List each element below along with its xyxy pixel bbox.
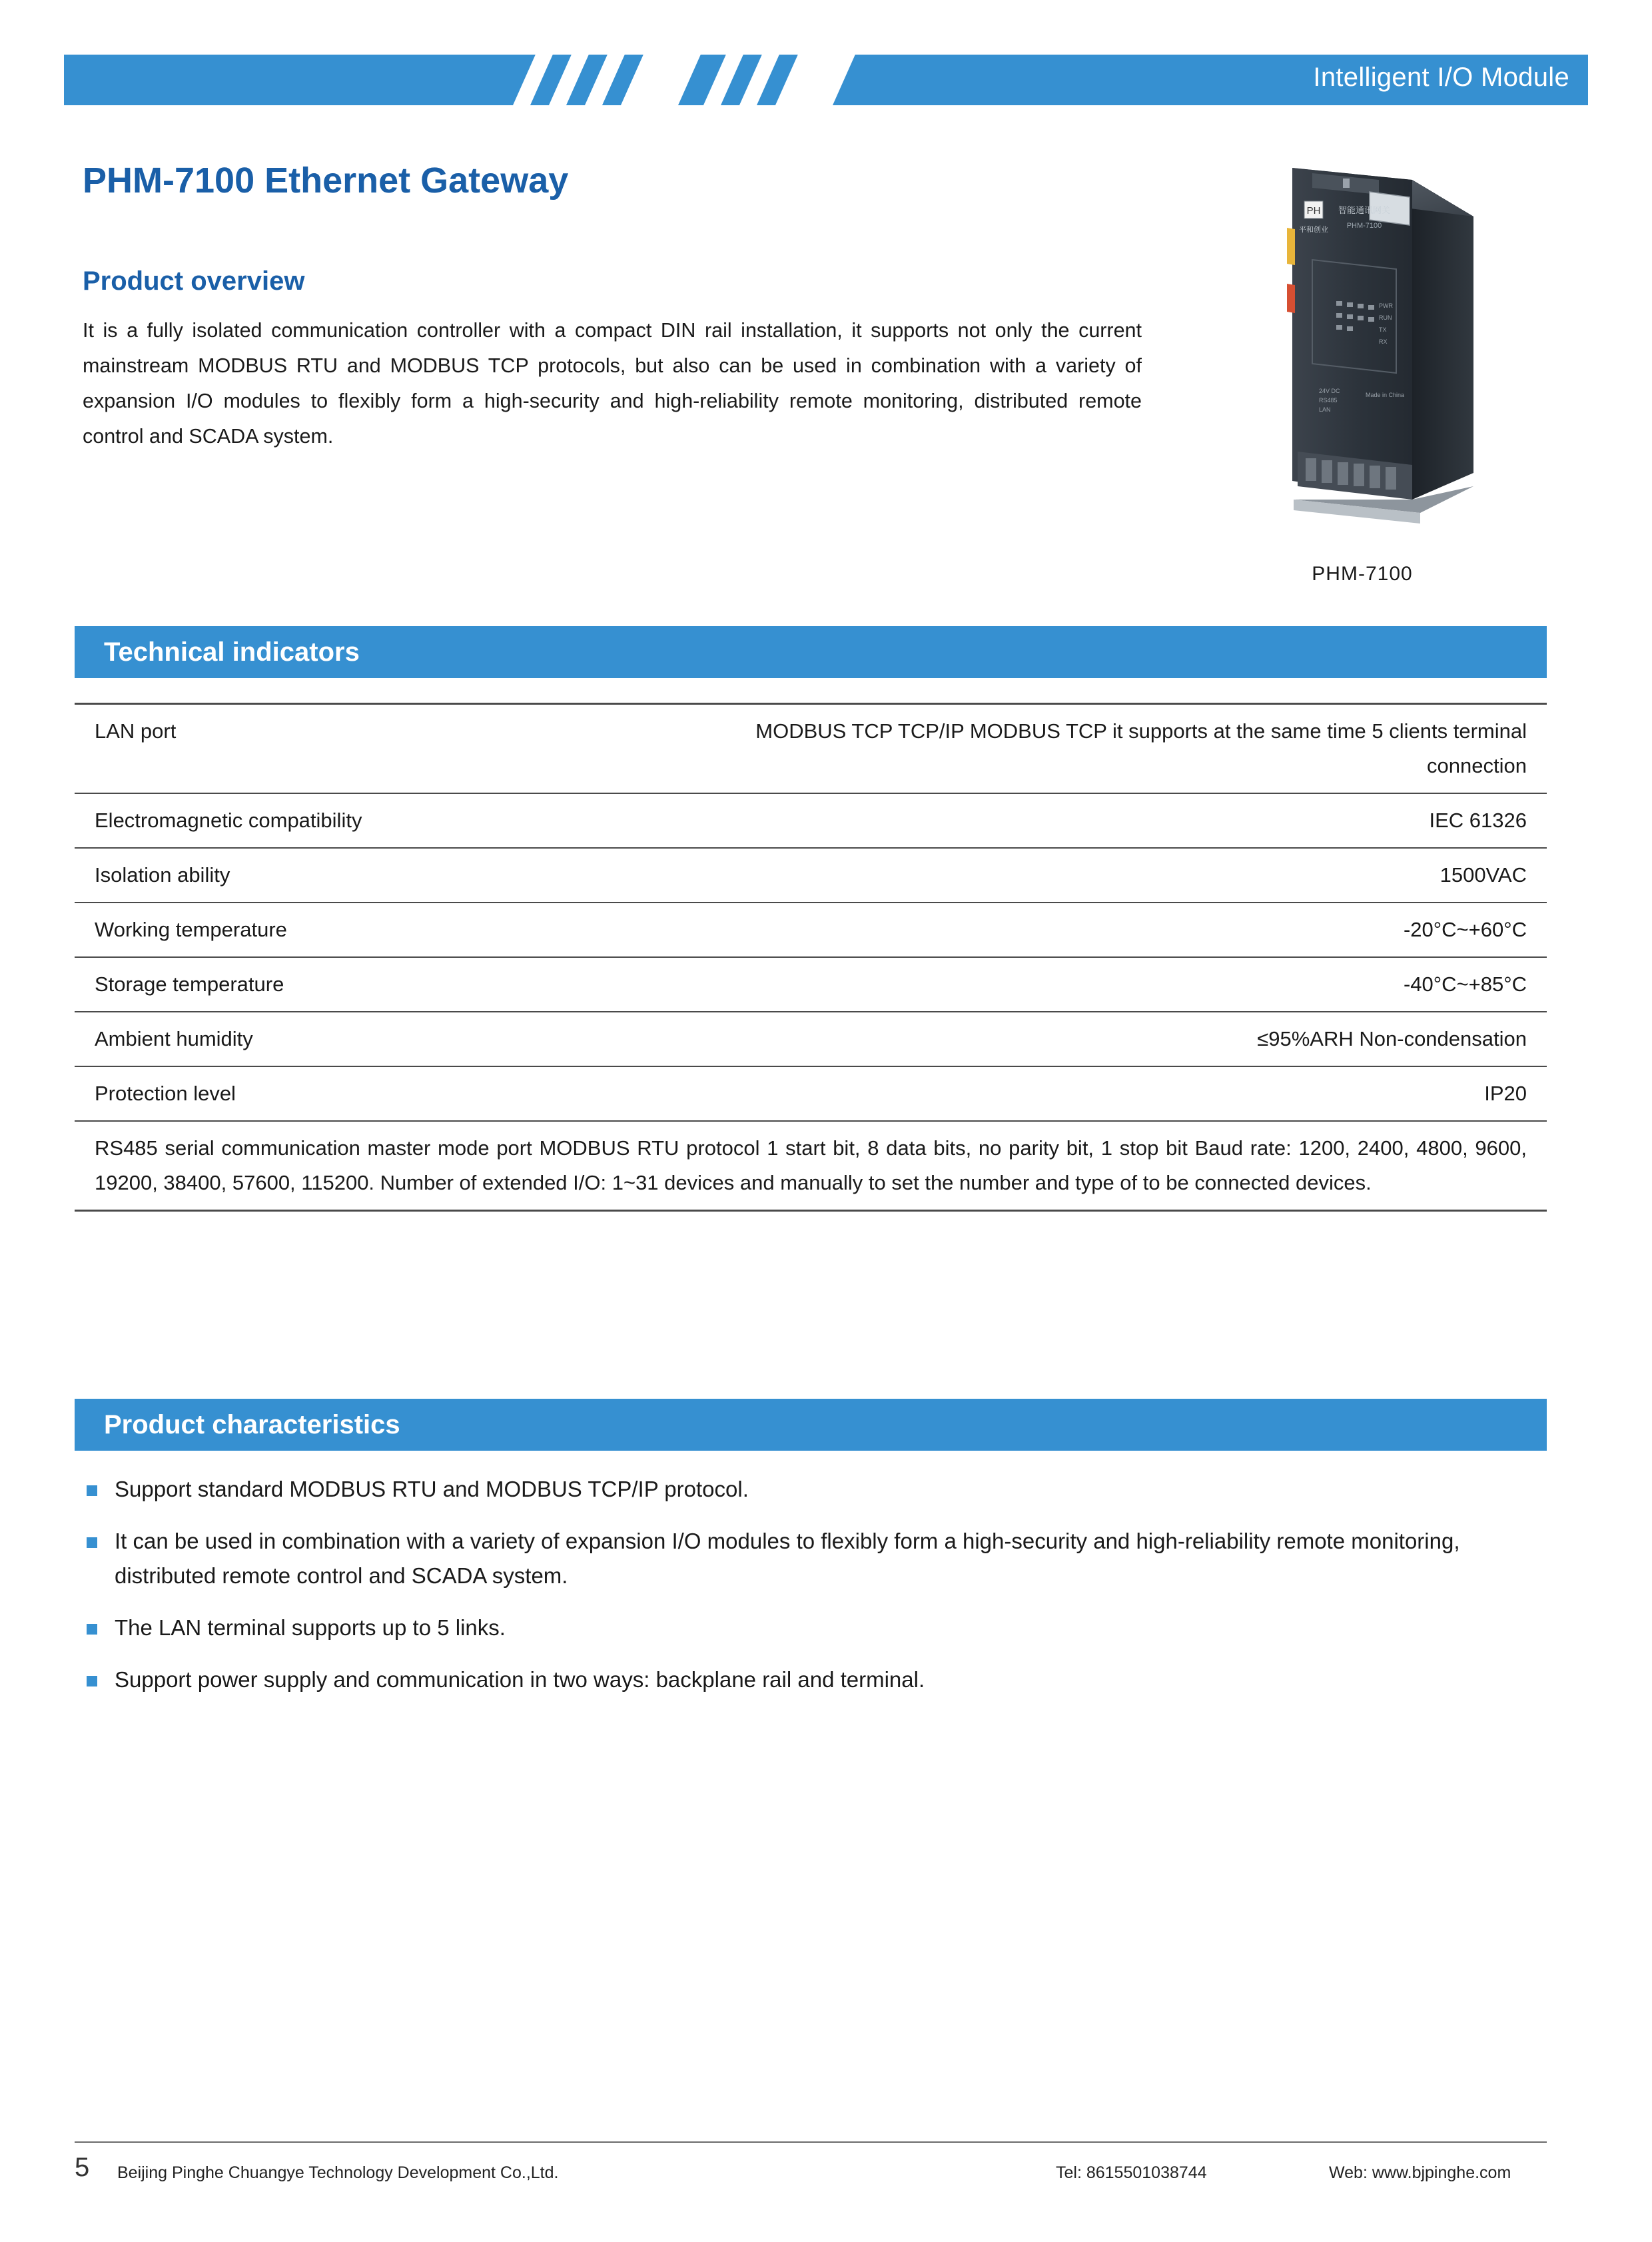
svg-text:智能通讯网关: 智能通讯网关: [1338, 205, 1391, 215]
footer-website: Web: www.bjpinghe.com: [1329, 2163, 1511, 2182]
table-row: [75, 903, 1547, 957]
svg-text:24V DC: 24V DC: [1319, 388, 1340, 394]
svg-text:LAN: LAN: [1319, 406, 1331, 413]
table-row: [75, 704, 1547, 794]
technical-indicators-heading: Technical indicators: [75, 626, 1547, 678]
row-label: Working temperature: [75, 903, 693, 957]
row-label: LAN port: [75, 704, 693, 794]
row-value: -20°C~+60°C: [693, 903, 1547, 957]
row-label: Ambient humidity: [75, 1012, 693, 1066]
table-row: [75, 848, 1547, 903]
svg-text:RUN: RUN: [1379, 314, 1392, 321]
overview-paragraph: It is a fully isolated communication controller with a compact DIN rail installation, it supports not only the current mainstream MODBUS RTU and MODBUS TCP protocols, but also can be used in combination with a variety of expansion I/O modules to flexibly form a high-security and high-reliability remote monitoring, distributed remote control and SCADA system.: [83, 319, 1142, 448]
table-row-note: [75, 1121, 1547, 1211]
product-photo-caption: PHM-7100: [1312, 563, 1413, 585]
list-item: [75, 1472, 1553, 1507]
svg-text:Made in China: Made in China: [1366, 392, 1405, 398]
list-item-text: It can be used in combination with a variety of expansion I/O modules to flexibly form a high-security and high-reliability remote monitoring, distributed remote control and SCADA system.: [115, 1529, 1460, 1588]
svg-text:RS485: RS485: [1319, 397, 1338, 404]
row-note: RS485 serial communication master mode port MODBUS RTU protocol 1 start bit, 8 data bits, no parity bit, 1 stop bit Baud rate: 1200, 2400, 4800, 9600, 19200, 38400, 57600, 115200. Number of extended I/O: 1~31 devices and manually to set the number and type of to be connected devices.: [75, 1121, 1547, 1211]
row-value: IP20: [693, 1066, 1547, 1121]
square-bullet-icon: [87, 1676, 97, 1686]
table-row: [75, 957, 1547, 1012]
row-value: MODBUS TCP TCP/IP MODBUS TCP it supports at the same time 5 clients terminal connection: [693, 704, 1547, 794]
row-label: Protection level: [75, 1066, 693, 1121]
svg-text:RX: RX: [1379, 338, 1388, 345]
row-label: Storage temperature: [75, 957, 693, 1012]
list-item-text: Support standard MODBUS RTU and MODBUS TCP/IP protocol.: [115, 1477, 749, 1501]
header-title: Intelligent I/O Module: [1313, 63, 1569, 92]
product-characteristics-list: [75, 1472, 1553, 1714]
product-photo: [1212, 153, 1512, 553]
table-row: [75, 793, 1547, 848]
list-item: [75, 1663, 1553, 1697]
svg-text:PHM-7100: PHM-7100: [1346, 222, 1382, 230]
list-item-text: The LAN terminal supports up to 5 links.: [115, 1615, 506, 1640]
square-bullet-icon: [87, 1624, 97, 1635]
list-item-text: Support power supply and communication in two ways: backplane rail and terminal.: [115, 1667, 925, 1692]
footer-divider: [75, 2141, 1547, 2143]
header-stripes-decoration: [524, 55, 990, 105]
svg-text:TX: TX: [1379, 326, 1387, 333]
product-characteristics-heading: Product characteristics: [75, 1399, 1547, 1451]
row-value: ≤95%ARH Non-condensation: [693, 1012, 1547, 1066]
page-title: PHM-7100 Ethernet Gateway: [83, 161, 569, 200]
svg-text:平和创业: 平和创业: [1299, 226, 1328, 234]
list-item: [75, 1611, 1553, 1645]
page-number: 5: [75, 2153, 90, 2182]
row-label: Isolation ability: [75, 848, 693, 903]
technical-indicators-table: [75, 703, 1547, 1212]
overview-heading: Product overview: [83, 266, 305, 296]
row-value: -40°C~+85°C: [693, 957, 1547, 1012]
svg-text:PH: PH: [1306, 205, 1321, 216]
product-photo-illustration: [1212, 153, 1512, 553]
list-item: [75, 1524, 1553, 1593]
page-header-band: [64, 55, 1588, 105]
footer-telephone: Tel: 8615501038744: [1056, 2163, 1207, 2182]
square-bullet-icon: [87, 1537, 97, 1548]
table-row: [75, 1012, 1547, 1066]
row-value: IEC 61326: [693, 793, 1547, 848]
row-label: Electromagnetic compatibility: [75, 793, 693, 848]
svg-text:PWR: PWR: [1379, 302, 1393, 309]
row-value: 1500VAC: [693, 848, 1547, 903]
square-bullet-icon: [87, 1485, 97, 1496]
footer-company-name: Beijing Pinghe Chuangye Technology Development Co.,Ltd.: [117, 2163, 559, 2182]
table-row: [75, 1066, 1547, 1121]
